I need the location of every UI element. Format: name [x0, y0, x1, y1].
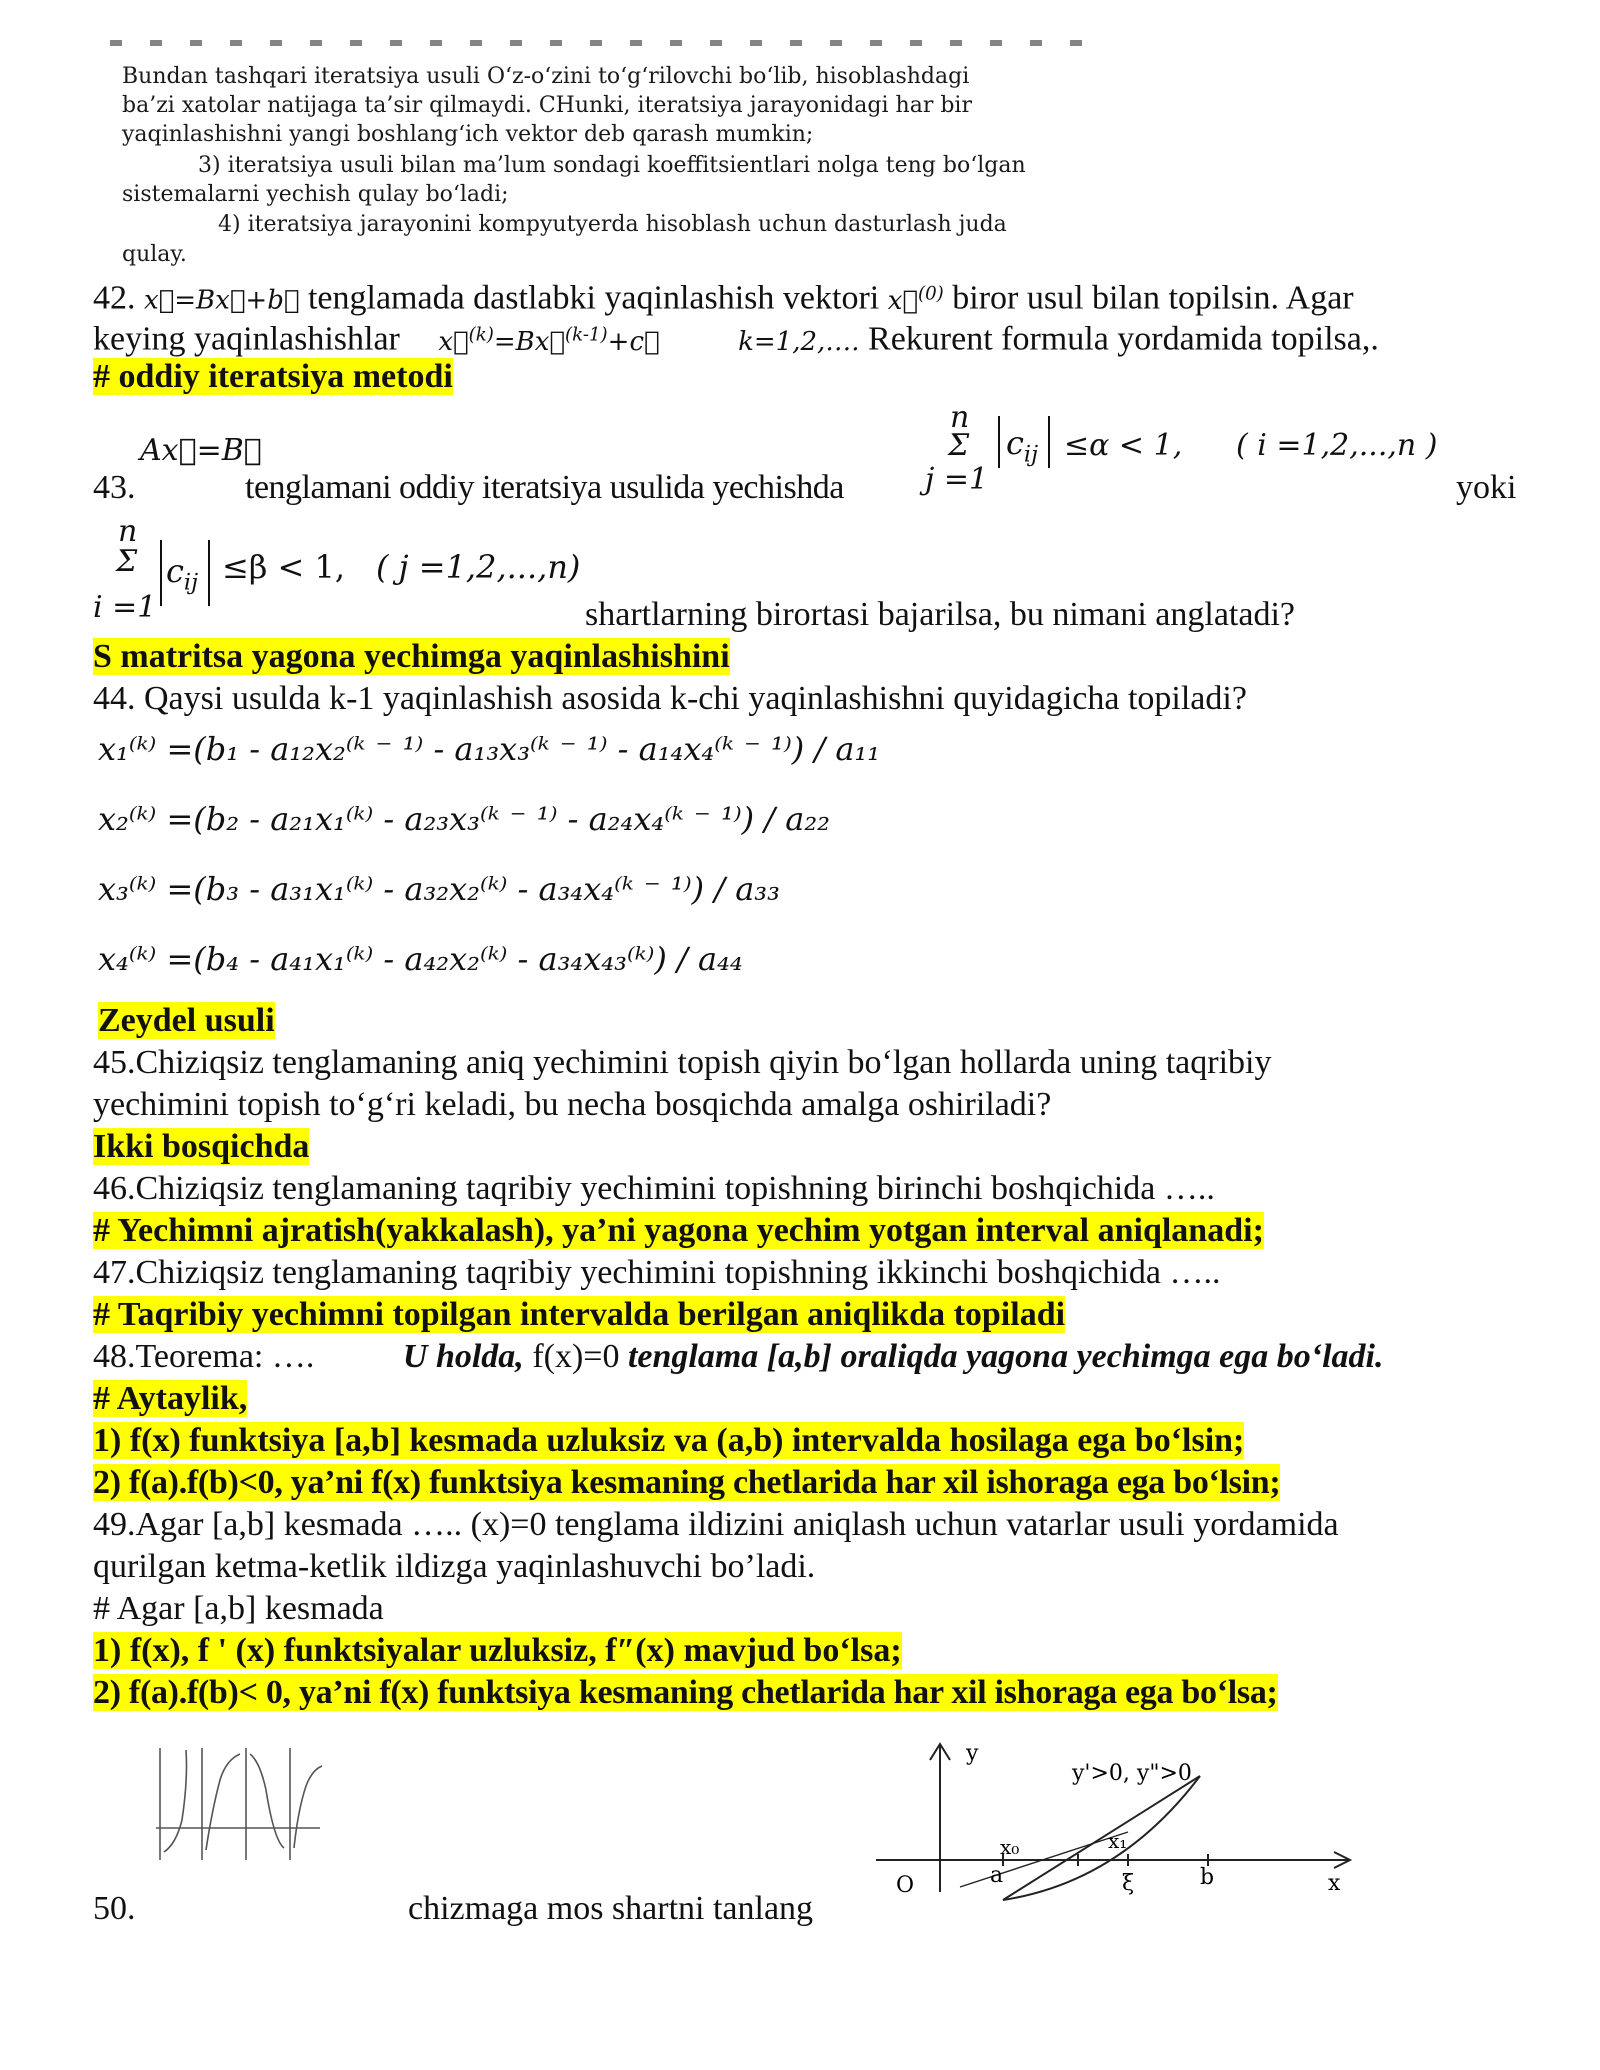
q50-text: chizmaga mos shartni tanlang — [408, 1890, 814, 1927]
q47-answer — [93, 1295, 1065, 1335]
question-text: Rekurent formula yordamida topilsa,. — [868, 320, 1379, 358]
q43-answer — [93, 637, 730, 677]
theorem-rest: tenglama [a,b] oraliqda yagona yechimga ega bo‘ladi. — [627, 1338, 1384, 1375]
seidel-formula: x₂⁽ᵏ⁾ =(b₂ - a₂₁x₁⁽ᵏ⁾ - a₂₃x₃⁽ᵏ ⁻ ¹⁾ - a₂₄x₄⁽ᵏ ⁻ ¹⁾) / a₂₂ — [98, 800, 830, 838]
u-holda: U holda, — [402, 1338, 524, 1375]
vector: x⃗ — [887, 285, 918, 316]
question-text: tenglamada dastlabki yaqinlashish vektori — [307, 279, 880, 317]
c-letter: c — [166, 552, 184, 590]
xi-label: ξ — [1122, 1871, 1135, 1896]
question-number: 42. — [93, 279, 136, 317]
origin-label: O — [896, 1873, 915, 1898]
recurrence — [438, 324, 660, 357]
curves-sketch — [150, 1740, 330, 1870]
chord-method-figure — [860, 1732, 1380, 1902]
q49-line3: # Agar [a,b] kesmada — [93, 1590, 384, 1627]
q50-num: 50. — [93, 1890, 136, 1927]
x-label: x — [1328, 1871, 1341, 1896]
a-label: a — [990, 1863, 1004, 1888]
subscript: ij — [1023, 441, 1039, 468]
sum-condition: ≤β < 1, — [222, 548, 345, 586]
abs-bar — [1048, 416, 1050, 468]
math-part: +c⃗ — [607, 326, 660, 357]
answer-highlight: # oddiy iteratsiya metodi — [93, 358, 453, 395]
sum-upper: n — [118, 514, 138, 549]
q45-line1: 45.Chiziqsiz tenglamaning aniq yechimini topish qiyin bo‘lgan hollarda uning taqribiy — [93, 1044, 1272, 1081]
answer-highlight: # Yechimni ajratish(yakkalash), ya’ni yagona yechim yotgan interval aniqlanadi; — [93, 1212, 1264, 1249]
theorem-lead: 48.Teorema: …. — [93, 1338, 315, 1375]
q42-line2 — [93, 315, 1379, 362]
answer-highlight: Zeydel usuli — [98, 1002, 275, 1039]
q44-answer — [98, 1001, 275, 1041]
curve-down — [250, 1754, 284, 1848]
q43-yoki: yoki — [1456, 469, 1517, 506]
q49-line2: qurilgan ketma-ketlik ildizga yaqinlashuvchi bo’ladi. — [93, 1548, 816, 1585]
q43-equation: Ax⃗=B⃗ — [140, 433, 262, 468]
answer-highlight: S matritsa yagona yechimga yaqinlashishini — [93, 638, 730, 675]
sum-sign: Σ — [948, 428, 970, 463]
scan-line: sistemalarni yechish qulay bo‘ladi; — [122, 182, 509, 207]
sum-upper: n — [950, 400, 970, 435]
seidel-formula: x₁⁽ᵏ⁾ =(b₁ - a₁₂x₂⁽ᵏ ⁻ ¹⁾ - a₁₃x₃⁽ᵏ ⁻ ¹⁾ - a₁₄x₄⁽ᵏ ⁻ ¹⁾) / a₁₁ — [98, 730, 881, 768]
scan-line: Bundan tashqari iteratsiya usuli O‘z-o‘zini to‘g‘rilovchi bo‘lib, hisoblashdagi — [122, 64, 970, 89]
subscript: ij — [183, 569, 199, 596]
answer-highlight: 2) f(a).f(b)< 0, ya’ni f(x) funktsiya kesmaning chetlarida har xil ishoraga ega bo‘lsa; — [93, 1674, 1278, 1711]
equation: f(x)=0 — [532, 1338, 620, 1375]
c-letter: c — [1006, 424, 1024, 462]
q46-answer — [93, 1211, 1264, 1251]
sum-lower: i =1 — [93, 590, 157, 625]
answer-highlight: 1) f(x), f ' (x) funktsiyalar uzluksiz, f″(x) mavjud bo‘lsa; — [93, 1632, 902, 1669]
x0-label: x₀ — [1000, 1835, 1020, 1859]
sum-lower: j =1 — [925, 462, 989, 497]
q48-text — [93, 1337, 1383, 1377]
q43-num: 43. — [93, 469, 136, 506]
curve-up-concave — [164, 1750, 187, 1852]
scan-line: qulay. — [122, 242, 187, 267]
vector-x0 — [887, 283, 944, 316]
sum-range: ( i =1,2,...,n ) — [1236, 428, 1438, 463]
q49-line1: 49.Agar [a,b] kesmada ….. (x)=0 tenglama ildizini aniqlash uchun vatarlar usuli yordamida — [93, 1506, 1339, 1543]
answer-highlight: # Aytaylik, — [93, 1380, 248, 1417]
answer-highlight: 2) f(a).f(b)<0, ya’ni f(x) funktsiya kesmaning chetlarida har xil ishoraga ega bo‘lsin; — [93, 1464, 1281, 1501]
curve-up-convex — [206, 1754, 240, 1850]
seidel-formula: x₃⁽ᵏ⁾ =(b₃ - a₃₁x₁⁽ᵏ⁾ - a₃₂x₂⁽ᵏ⁾ - a₃₄x₄⁽ᵏ ⁻ ¹⁾) / a₃₃ — [98, 870, 780, 908]
q45-line2: yechimini topish to‘g‘ri keladi, bu necha bosqichda amalga oshiriladi? — [93, 1086, 1052, 1123]
b-label: b — [1200, 1865, 1215, 1890]
q43-text: tenglamani oddiy iteratsiya usulida yechishda — [245, 469, 844, 506]
abs-bar — [160, 540, 162, 606]
seidel-formula: x₄⁽ᵏ⁾ =(b₄ - a₄₁x₁⁽ᵏ⁾ - a₄₂x₂⁽ᵏ⁾ - a₃₄x₄₃⁽ᵏ⁾) / a₄₄ — [98, 940, 743, 978]
q47-text: 47.Chiziqsiz tenglamaning taqribiy yechimini topishning ikkinchi boshqichida ….. — [93, 1254, 1221, 1291]
superscript: (k-1) — [565, 324, 608, 345]
y-label: y — [966, 1741, 979, 1766]
superscript: (0) — [917, 283, 944, 304]
abs-bar — [998, 416, 1000, 468]
scan-line: ba’zi xatolar natijaga ta’sir qilmaydi. CHunki, iteratsiya jarayonidagi har bir — [122, 93, 972, 118]
q46-text: 46.Chiziqsiz tenglamaning taqribiy yechimini topishning birinchi boshqichida ….. — [93, 1170, 1215, 1207]
scan-line: yaqinlashishni yangi boshlang‘ich vektor deb qarash mumkin; — [122, 122, 814, 147]
q48-answer — [93, 1463, 1280, 1503]
superscript: (k) — [468, 324, 494, 345]
curve-up — [294, 1766, 322, 1848]
question-text: biror usul bilan topilsin. Agar — [952, 279, 1354, 317]
scan-line: 3) iteratsiya usuli bilan ma’lum sondagi koeffitsientlari nolga teng bo‘lgan — [198, 153, 1026, 178]
q48-answer — [93, 1421, 1244, 1461]
q42-answer — [93, 357, 453, 397]
q49-answer — [93, 1631, 902, 1671]
sum-range: ( j =1,2,...,n) — [376, 548, 581, 586]
q45-answer — [93, 1127, 309, 1167]
scan-line: 4) iteratsiya jarayonini kompyutyerda hisoblash uchun dasturlash juda — [218, 212, 1007, 237]
sum-sign: Σ — [116, 544, 138, 579]
q42-line1 — [93, 274, 1354, 321]
math-part: =Bx⃗ — [493, 326, 566, 357]
answer-highlight: 1) f(x) funktsiya [a,b] kesmada uzluksiz va (a,b) intervalda hosilaga ega bo‘lsin; — [93, 1422, 1245, 1459]
question-text: keying yaqinlashishlar — [93, 320, 400, 358]
condition-label: y'>0, y">0 — [1072, 1761, 1192, 1786]
sum-condition: ≤α < 1, — [1064, 428, 1183, 463]
equation: x⃗=Bx⃗+b⃗ — [144, 285, 300, 316]
vector: x⃗ — [438, 326, 469, 357]
q44-text: 44. Qaysi usulda k-1 yaqinlashish asosida k-chi yaqinlashishni quyidagicha topiladi? — [93, 680, 1247, 717]
q43-question: shartlarning birortasi bajarilsa, bu nimani anglatadi? — [585, 596, 1295, 633]
answer-highlight: Ikki bosqichda — [93, 1128, 310, 1165]
q49-answer — [93, 1673, 1278, 1713]
q48-answer — [93, 1379, 247, 1419]
abs-body — [1006, 424, 1038, 467]
abs-body — [166, 552, 198, 595]
chord-line — [1003, 1776, 1200, 1900]
scan-cut-line — [110, 40, 1110, 46]
k-values: k=1,2,…. — [738, 326, 860, 357]
answer-highlight: # Taqribiy yechimni topilgan intervalda berilgan aniqlikda topiladi — [93, 1296, 1066, 1333]
abs-bar — [208, 540, 210, 606]
x1-label: x₁ — [1108, 1829, 1128, 1853]
